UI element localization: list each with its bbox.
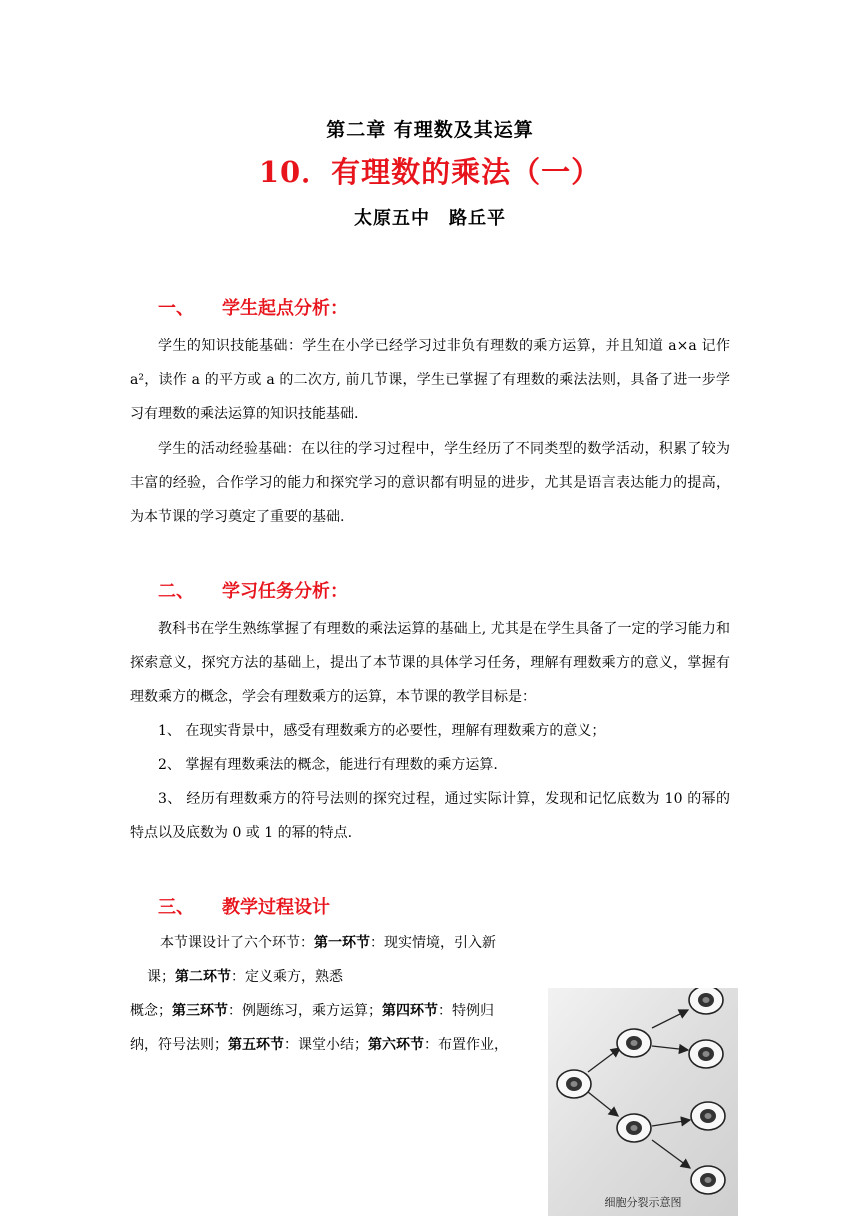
goal-item-2: 2、 掌握有理数乘法的概念，能进行有理数的乘方运算.: [158, 757, 498, 773]
section-title: 教学过程设计: [222, 897, 330, 918]
cell-icon: [691, 1166, 725, 1194]
cell-icon: [617, 1029, 651, 1057]
lesson-title: 10．有理数的乘法（一）: [258, 155, 602, 189]
section-number: 二、: [158, 581, 194, 602]
chapter-title: 第二章 有理数及其运算: [326, 119, 534, 141]
stage-3-text: ：例题练习，乘方运算；: [228, 1003, 382, 1019]
cell-icon: [557, 1070, 591, 1098]
cell-icon: [689, 988, 723, 1014]
process-line-3: [130, 994, 550, 1028]
stage-6-label: 第六环节: [368, 1037, 424, 1053]
process-line-2: [147, 960, 547, 994]
section-number: 三、: [158, 897, 194, 918]
process-wrap-1: 课；: [147, 969, 175, 985]
process-line-4: [130, 1028, 550, 1062]
cell-division-diagram: [548, 988, 738, 1216]
figure-caption: 细胞分裂示意图: [604, 1196, 682, 1209]
section-number: 一、: [158, 298, 194, 319]
stage-2-text: ：定义乘方，熟悉: [231, 969, 343, 985]
paragraph-knowledge-basis: 学生的知识技能基础：学生在小学已经学习过非负有理数的乘方运算，并且知道 a×a 记作 a²，读作 a 的平方或 a 的二次方, 前几节课，学生已掌握了有理数的乘法法则，具备了进一步学习有理数的乘法运算的知识技能基础.: [130, 338, 730, 422]
author-line: 太原五中 路丘平: [354, 208, 506, 229]
stage-4-label: 第四环节: [382, 1003, 438, 1019]
process-intro: 本节课设计了六个环节：: [160, 935, 314, 951]
cell-icon: [689, 1040, 723, 1068]
stage-1-label: 第一环节: [314, 935, 370, 951]
section-title: 学生起点分析：: [222, 298, 348, 319]
section-title: 学习任务分析：: [222, 581, 348, 602]
stage-4-text: ：特例归: [438, 1003, 494, 1019]
paragraph-task-analysis: 教科书在学生熟练掌握了有理数的乘法运算的基础上, 尤其是在学生具备了一定的学习能力和探索意义，探究方法的基础上，提出了本节课的具体学习任务，理解有理数乘方的意义，掌握有理数乘方的概念，学会有理数乘方的运算，本节课的教学目标是：: [130, 621, 730, 705]
stage-5-text: ：课堂小结；: [284, 1037, 368, 1053]
cell-division-figure: [548, 988, 738, 1216]
goal-item-1: 1、 在现实背景中，感受有理数乘方的必要性，理解有理数乘方的意义；: [158, 723, 606, 739]
stage-6-text: ：布置作业，: [424, 1037, 508, 1053]
cell-icon: [617, 1114, 651, 1142]
stage-2-label: 第二环节: [175, 969, 231, 985]
process-wrap-2: 概念；: [130, 1003, 172, 1019]
stage-3-label: 第三环节: [172, 1003, 228, 1019]
process-wrap-3: 纳，符号法则；: [130, 1037, 228, 1053]
goal-item-3: 3、 经历有理数乘方的符号法则的探究过程，通过实际计算，发现和记忆底数为 10 的幂的特点以及底数为 0 或 1 的幂的特点.: [130, 791, 730, 841]
process-line-1: [160, 926, 560, 960]
paragraph-activity-basis: 学生的活动经验基础：在以往的学习过程中，学生经历了不同类型的数学活动，积累了较为丰富的经验，合作学习的能力和探究学习的意识都有明显的进步，尤其是语言表达能力的提高，为本节课的学习奠定了重要的基础.: [130, 441, 730, 525]
stage-1-text: ：现实情境，引入新: [370, 935, 496, 951]
cell-icon: [691, 1102, 725, 1130]
stage-5-label: 第五环节: [228, 1037, 284, 1053]
